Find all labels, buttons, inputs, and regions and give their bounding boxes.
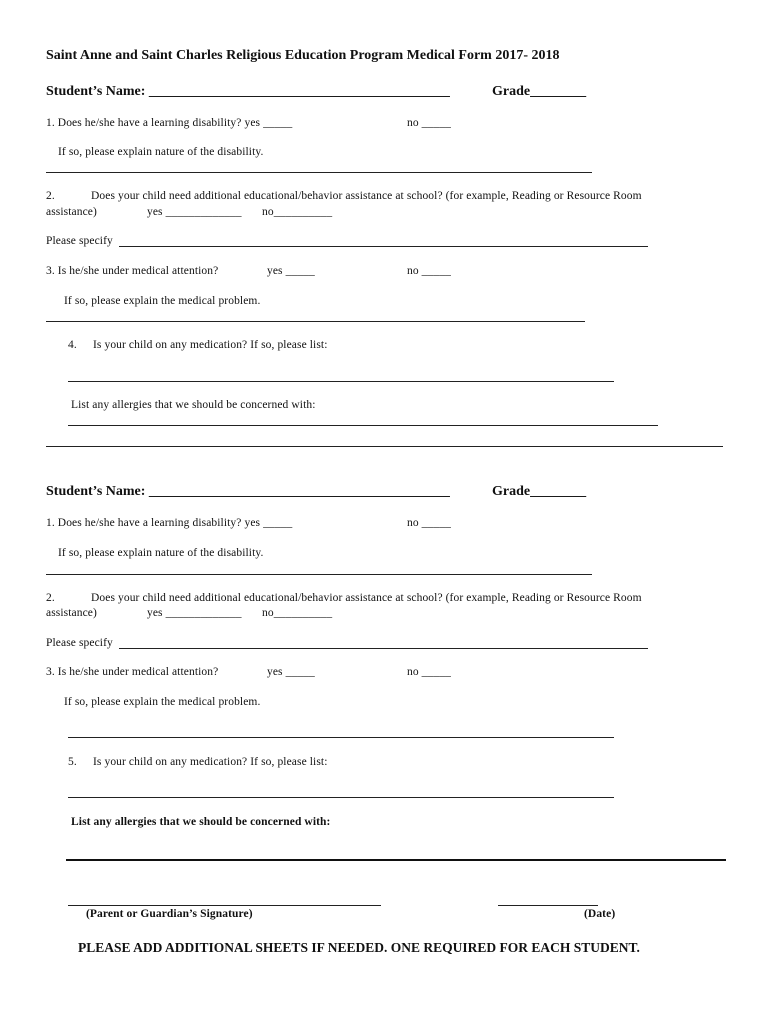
grade-label[interactable]: Grade________ bbox=[492, 484, 587, 499]
q2-yes[interactable]: yes _____________ bbox=[147, 206, 242, 218]
q3-yes[interactable]: yes _____ bbox=[267, 666, 315, 678]
allergies-label: List any allergies that we should be concerned with: bbox=[71, 816, 331, 828]
q3-no[interactable]: no _____ bbox=[407, 265, 451, 277]
allergies-label: List any allergies that we should be concerned with: bbox=[71, 399, 316, 411]
q4-medication-line[interactable] bbox=[68, 381, 614, 382]
q2-no[interactable]: no__________ bbox=[262, 206, 333, 218]
q3-explain-line[interactable] bbox=[46, 321, 585, 322]
q3-medical-attention: 3. Is he/she under medical attention? bbox=[46, 265, 219, 277]
q1-no[interactable]: no _____ bbox=[407, 517, 451, 529]
please-specify-line[interactable] bbox=[119, 246, 648, 247]
q1-explain-label: If so, please explain nature of the disability. bbox=[58, 146, 264, 158]
q3-explain-label: If so, please explain the medical problem. bbox=[64, 696, 261, 708]
student-name-label[interactable]: Student’s Name: ___________________________________________ bbox=[46, 484, 450, 499]
q4-medication: Is your child on any medication? If so, please list: bbox=[93, 756, 328, 768]
q3-no[interactable]: no _____ bbox=[407, 666, 451, 678]
q1-no[interactable]: no _____ bbox=[407, 117, 451, 129]
please-specify-label: Please specify bbox=[46, 235, 113, 247]
section-divider bbox=[46, 446, 723, 447]
q4-medication-line[interactable] bbox=[68, 797, 614, 798]
q2-number: 2. bbox=[46, 592, 55, 604]
footer-note: PLEASE ADD ADDITIONAL SHEETS IF NEEDED. ONE REQUIRED FOR EACH STUDENT. bbox=[78, 940, 640, 955]
q2-question: Does your child need additional educational/behavior assistance at school? (for example, Reading or Resource Room bbox=[91, 592, 642, 604]
q2-continued: assistance) bbox=[46, 607, 97, 619]
allergies-line[interactable] bbox=[68, 425, 658, 426]
please-specify-label: Please specify bbox=[46, 637, 113, 649]
q4-number: 5. bbox=[68, 756, 77, 768]
q3-explain-label: If so, please explain the medical problem. bbox=[64, 295, 261, 307]
allergies-line[interactable] bbox=[66, 859, 726, 861]
q4-number: 4. bbox=[68, 339, 77, 351]
q1-explain-line[interactable] bbox=[46, 574, 592, 575]
q1-explain-label: If so, please explain nature of the disability. bbox=[58, 547, 264, 559]
grade-label[interactable]: Grade________ bbox=[492, 84, 587, 99]
q3-yes[interactable]: yes _____ bbox=[267, 265, 315, 277]
please-specify-line[interactable] bbox=[119, 648, 648, 649]
student-name-label[interactable]: Student’s Name: ___________________________________________ bbox=[46, 84, 450, 99]
q1-explain-line[interactable] bbox=[46, 172, 592, 173]
q2-yes[interactable]: yes _____________ bbox=[147, 607, 242, 619]
form-title: Saint Anne and Saint Charles Religious Education Program Medical Form 2017- 2018 bbox=[46, 48, 560, 63]
q2-no[interactable]: no__________ bbox=[262, 607, 333, 619]
q3-explain-line[interactable] bbox=[68, 737, 614, 738]
signature-line[interactable] bbox=[68, 905, 381, 906]
q2-number: 2. bbox=[46, 190, 55, 202]
q1-learning-disability[interactable]: 1. Does he/she have a learning disability? yes _____ bbox=[46, 517, 293, 529]
q4-medication: Is your child on any medication? If so, please list: bbox=[93, 339, 328, 351]
signature-label: (Parent or Guardian’s Signature) bbox=[86, 908, 253, 920]
date-label: (Date) bbox=[584, 908, 616, 920]
date-line[interactable] bbox=[498, 905, 598, 906]
q1-learning-disability[interactable]: 1. Does he/she have a learning disability? yes _____ bbox=[46, 117, 293, 129]
q3-medical-attention: 3. Is he/she under medical attention? bbox=[46, 666, 219, 678]
q2-question: Does your child need additional educational/behavior assistance at school? (for example, Reading or Resource Room bbox=[91, 190, 642, 202]
q2-continued: assistance) bbox=[46, 206, 97, 218]
